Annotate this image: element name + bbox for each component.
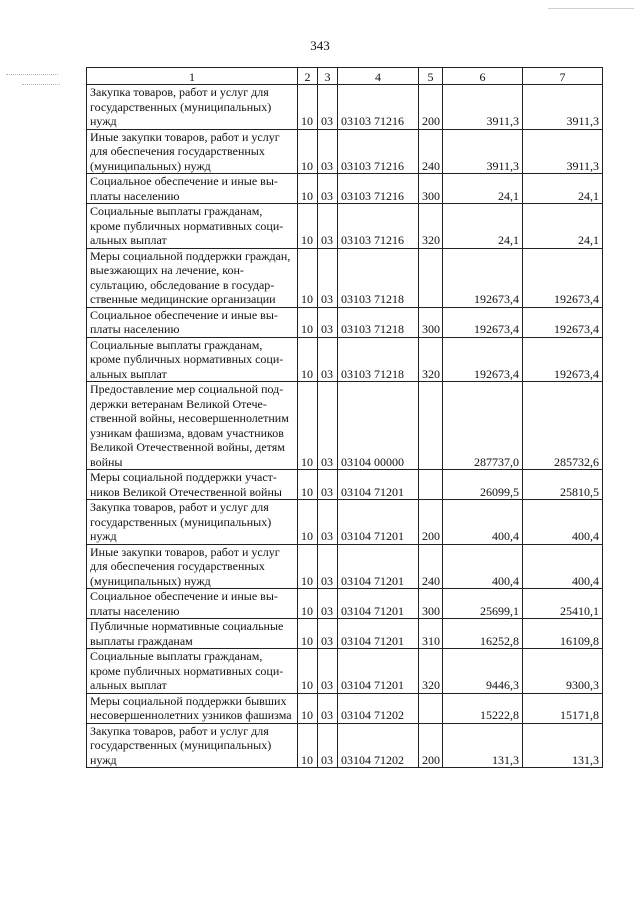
table-row xyxy=(87,470,603,500)
page-number: 343 xyxy=(310,38,330,53)
row-expense-type-code: 320 xyxy=(419,337,443,382)
row-expense-type-code: 320 xyxy=(419,649,443,694)
row-subsection-code: 03 xyxy=(318,204,338,249)
row-amount-col6: 192673,4 xyxy=(443,337,523,382)
row-section-code: 10 xyxy=(298,544,318,589)
table-row xyxy=(87,174,603,204)
col-header-3: 3 xyxy=(318,68,338,85)
col-header-5: 5 xyxy=(419,68,443,85)
row-expense-type-code xyxy=(419,248,443,307)
row-amount-col6: 16252,8 xyxy=(443,619,523,649)
row-target-item-code: 03104 71202 xyxy=(338,693,419,723)
table-row xyxy=(87,544,603,589)
table-row xyxy=(87,649,603,694)
row-subsection-code: 03 xyxy=(318,619,338,649)
row-expense-type-code: 200 xyxy=(419,500,443,545)
table-row xyxy=(87,85,603,130)
row-name: Социальное обеспечение и иные выплаты населению xyxy=(87,307,298,337)
col-header-6: 6 xyxy=(443,68,523,85)
row-amount-col7: 192673,4 xyxy=(523,248,603,307)
row-section-code: 10 xyxy=(298,470,318,500)
row-name: Социальное обеспечение и иные выплаты населению xyxy=(87,589,298,619)
row-amount-col7: 9300,3 xyxy=(523,649,603,694)
row-amount-col6: 287737,0 xyxy=(443,382,523,470)
row-amount-col7: 16109,8 xyxy=(523,619,603,649)
scan-artifact-line xyxy=(22,84,60,85)
row-name: Социальные выплаты гражданам, кроме публичных нормативных социальных выплат xyxy=(87,204,298,249)
row-expense-type-code: 240 xyxy=(419,544,443,589)
row-subsection-code: 03 xyxy=(318,382,338,470)
row-target-item-code: 03104 71202 xyxy=(338,723,419,768)
row-name: Социальное обеспечение и иные выплаты населению xyxy=(87,174,298,204)
row-section-code: 10 xyxy=(298,248,318,307)
row-target-item-code: 03104 71201 xyxy=(338,544,419,589)
table-row xyxy=(87,337,603,382)
table-row xyxy=(87,307,603,337)
row-subsection-code: 03 xyxy=(318,589,338,619)
row-target-item-code: 03104 71201 xyxy=(338,470,419,500)
row-amount-col6: 15222,8 xyxy=(443,693,523,723)
row-expense-type-code: 300 xyxy=(419,174,443,204)
row-subsection-code: 03 xyxy=(318,85,338,130)
row-subsection-code: 03 xyxy=(318,307,338,337)
row-subsection-code: 03 xyxy=(318,649,338,694)
row-amount-col7: 24,1 xyxy=(523,204,603,249)
row-target-item-code: 03103 71218 xyxy=(338,337,419,382)
row-amount-col7: 24,1 xyxy=(523,174,603,204)
row-section-code: 10 xyxy=(298,589,318,619)
row-subsection-code: 03 xyxy=(318,248,338,307)
row-target-item-code: 03104 71201 xyxy=(338,649,419,694)
row-subsection-code: 03 xyxy=(318,723,338,768)
row-section-code: 10 xyxy=(298,129,318,174)
table-row xyxy=(87,619,603,649)
row-target-item-code: 03103 71218 xyxy=(338,248,419,307)
row-section-code: 10 xyxy=(298,649,318,694)
row-section-code: 10 xyxy=(298,723,318,768)
row-section-code: 10 xyxy=(298,693,318,723)
row-section-code: 10 xyxy=(298,337,318,382)
row-target-item-code: 03104 71201 xyxy=(338,619,419,649)
row-name: Закупка товаров, работ и услуг для государственных (муниципальных) нужд xyxy=(87,723,298,768)
row-section-code: 10 xyxy=(298,619,318,649)
col-header-4: 4 xyxy=(338,68,419,85)
row-name: Предоставление мер социальной поддержки ветеранам Великой Отечественной войны, несовершеннолетним узникам фашизма, вдовам участников Великой Отечественной войны, детям войны xyxy=(87,382,298,470)
table-header xyxy=(87,68,603,85)
row-amount-col6: 24,1 xyxy=(443,174,523,204)
row-subsection-code: 03 xyxy=(318,500,338,545)
row-amount-col7: 192673,4 xyxy=(523,337,603,382)
row-amount-col6: 400,4 xyxy=(443,544,523,589)
row-expense-type-code xyxy=(419,382,443,470)
header-row xyxy=(87,68,603,85)
row-amount-col7: 400,4 xyxy=(523,500,603,545)
row-amount-col6: 192673,4 xyxy=(443,248,523,307)
row-section-code: 10 xyxy=(298,174,318,204)
row-section-code: 10 xyxy=(298,85,318,130)
row-amount-col7: 285732,6 xyxy=(523,382,603,470)
row-target-item-code: 03103 71216 xyxy=(338,129,419,174)
row-amount-col6: 26099,5 xyxy=(443,470,523,500)
row-amount-col6: 192673,4 xyxy=(443,307,523,337)
row-expense-type-code xyxy=(419,693,443,723)
col-header-7: 7 xyxy=(523,68,603,85)
col-header-2: 2 xyxy=(298,68,318,85)
scan-artifact-line xyxy=(6,74,58,75)
row-expense-type-code: 240 xyxy=(419,129,443,174)
row-subsection-code: 03 xyxy=(318,470,338,500)
row-amount-col7: 131,3 xyxy=(523,723,603,768)
scan-artifact-line xyxy=(548,8,634,9)
row-expense-type-code: 200 xyxy=(419,723,443,768)
table-row xyxy=(87,693,603,723)
table-row xyxy=(87,723,603,768)
row-amount-col7: 3911,3 xyxy=(523,85,603,130)
table-row xyxy=(87,129,603,174)
row-expense-type-code: 200 xyxy=(419,85,443,130)
row-amount-col6: 25699,1 xyxy=(443,589,523,619)
row-name: Социальные выплаты гражданам, кроме публичных нормативных социальных выплат xyxy=(87,649,298,694)
row-target-item-code: 03103 71216 xyxy=(338,204,419,249)
row-target-item-code: 03103 71216 xyxy=(338,174,419,204)
row-name: Меры социальной поддержки бывших несовершеннолетних узников фашизма xyxy=(87,693,298,723)
row-subsection-code: 03 xyxy=(318,544,338,589)
row-section-code: 10 xyxy=(298,307,318,337)
row-target-item-code: 03103 71216 xyxy=(338,85,419,130)
row-name: Меры социальной поддержки граждан, выезжающих на лечение, консультацию, обследование в государственные медицинские организации xyxy=(87,248,298,307)
row-name: Меры социальной поддержки участников Великой Отечественной войны xyxy=(87,470,298,500)
row-amount-col7: 25410,1 xyxy=(523,589,603,619)
table-row xyxy=(87,382,603,470)
row-amount-col7: 192673,4 xyxy=(523,307,603,337)
row-name: Иные закупки товаров, работ и услуг для обеспечения государственных (муниципальных) нужд xyxy=(87,544,298,589)
budget-table xyxy=(86,67,603,768)
row-name: Закупка товаров, работ и услуг для государственных (муниципальных) нужд xyxy=(87,500,298,545)
row-expense-type-code: 310 xyxy=(419,619,443,649)
row-expense-type-code xyxy=(419,470,443,500)
row-amount-col6: 400,4 xyxy=(443,500,523,545)
row-name: Закупка товаров, работ и услуг для государственных (муниципальных) нужд xyxy=(87,85,298,130)
table-row xyxy=(87,204,603,249)
row-subsection-code: 03 xyxy=(318,337,338,382)
row-amount-col7: 15171,8 xyxy=(523,693,603,723)
row-subsection-code: 03 xyxy=(318,174,338,204)
table-row xyxy=(87,500,603,545)
row-section-code: 10 xyxy=(298,204,318,249)
row-target-item-code: 03104 71201 xyxy=(338,500,419,545)
row-amount-col6: 3911,3 xyxy=(443,129,523,174)
row-amount-col7: 400,4 xyxy=(523,544,603,589)
row-amount-col6: 24,1 xyxy=(443,204,523,249)
row-target-item-code: 03104 00000 xyxy=(338,382,419,470)
row-subsection-code: 03 xyxy=(318,129,338,174)
row-section-code: 10 xyxy=(298,500,318,545)
table-body xyxy=(87,85,603,768)
row-expense-type-code: 320 xyxy=(419,204,443,249)
row-name: Социальные выплаты гражданам, кроме публичных нормативных социальных выплат xyxy=(87,337,298,382)
row-name: Публичные нормативные социальные выплаты гражданам xyxy=(87,619,298,649)
row-amount-col6: 131,3 xyxy=(443,723,523,768)
row-expense-type-code: 300 xyxy=(419,307,443,337)
row-target-item-code: 03104 71201 xyxy=(338,589,419,619)
row-amount-col6: 3911,3 xyxy=(443,85,523,130)
row-target-item-code: 03103 71218 xyxy=(338,307,419,337)
row-amount-col6: 9446,3 xyxy=(443,649,523,694)
table-row xyxy=(87,248,603,307)
table-row xyxy=(87,589,603,619)
row-subsection-code: 03 xyxy=(318,693,338,723)
row-name: Иные закупки товаров, работ и услуг для обеспечения государственных (муниципальных) нужд xyxy=(87,129,298,174)
row-amount-col7: 25810,5 xyxy=(523,470,603,500)
row-amount-col7: 3911,3 xyxy=(523,129,603,174)
col-header-1: 1 xyxy=(87,68,298,85)
row-expense-type-code: 300 xyxy=(419,589,443,619)
row-section-code: 10 xyxy=(298,382,318,470)
